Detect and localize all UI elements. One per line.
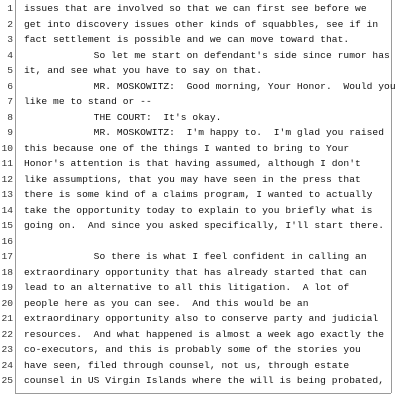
line-text: going on. And since you asked specifically, I'll start there.	[24, 220, 385, 231]
bottom-margin-rule	[15, 393, 391, 394]
line-text: co-executors, and this is probably some of the stories you	[24, 344, 361, 355]
line-text: there is some kind of a claims program, I wanted to actually	[24, 189, 373, 200]
transcript-line	[0, 79, 400, 95]
line-text: THE COURT: It's okay.	[24, 111, 222, 123]
transcript-line	[0, 110, 400, 126]
line-number: 20	[1, 297, 13, 309]
line-number: 13	[1, 189, 13, 200]
line-text: counsel in US Virgin Islands where the will is being probated,	[24, 375, 385, 386]
line-text: like me to stand or --	[24, 96, 152, 107]
line-number: 25	[1, 375, 13, 386]
line-number: 14	[1, 204, 13, 216]
transcript-line	[0, 373, 400, 389]
line-text: So let me start on defendant's side since rumor has	[24, 49, 390, 61]
transcript-line	[0, 172, 400, 188]
transcript-line	[0, 358, 400, 374]
line-number: 12	[1, 173, 13, 185]
line-text: MR. MOSKOWITZ: Good morning, Your Honor. Would you	[24, 80, 396, 92]
transcript-line	[0, 296, 400, 312]
transcript-line	[0, 218, 400, 234]
line-number: 22	[1, 328, 13, 340]
line-text: take the opportunity today to explain to you briefly what is	[24, 204, 373, 216]
transcript-line	[0, 17, 400, 33]
line-number: 10	[1, 142, 13, 154]
transcript-line	[0, 234, 400, 250]
transcript-line	[0, 32, 400, 48]
line-text: fact settlement is possible and we can move toward that.	[24, 34, 350, 45]
line-number: 9	[7, 127, 13, 138]
line-text: have seen, filed through counsel, not us, through estate	[24, 359, 350, 371]
line-number: 6	[7, 80, 13, 92]
transcript-line	[0, 249, 400, 265]
transcript-line	[0, 141, 400, 157]
line-text: resources. And what happened is almost a week ago exactly the	[24, 328, 385, 340]
transcript-line	[0, 125, 400, 141]
transcript-line	[0, 342, 400, 358]
transcript-lines	[0, 1, 400, 389]
line-number: 15	[1, 220, 13, 231]
line-number: 16	[1, 235, 13, 247]
transcript-line	[0, 265, 400, 281]
line-text: Honor's attention is that having assumed, although I don't	[24, 158, 361, 169]
transcript-line	[0, 327, 400, 343]
transcript-line	[0, 280, 400, 296]
line-text: this because one of the things I wanted to bring to Your	[24, 142, 350, 154]
line-text: like assumptions, that you may have seen in the press that	[24, 173, 361, 185]
line-number: 11	[1, 158, 13, 169]
transcript-line	[0, 187, 400, 203]
line-text: get into discovery issues other kinds of squabbles, see if in	[24, 18, 379, 30]
line-number: 18	[1, 266, 13, 278]
transcript-line	[0, 203, 400, 219]
line-text: extraordinary opportunity also to conserve party and judicial	[24, 313, 379, 324]
line-text: extraordinary opportunity that has already started that can	[24, 266, 367, 278]
transcript-line	[0, 48, 400, 64]
line-number: 21	[1, 313, 13, 324]
line-number: 3	[7, 34, 13, 45]
line-number: 7	[7, 96, 13, 107]
transcript-line	[0, 156, 400, 172]
transcript-line	[0, 94, 400, 110]
line-number: 2	[7, 18, 13, 30]
line-text: lead to an alternative to all this litigation. A lot of	[24, 282, 350, 293]
line-text: So there is what I feel confident in calling an	[24, 251, 367, 262]
transcript-line	[0, 311, 400, 327]
line-number: 19	[1, 282, 13, 293]
line-number: 17	[1, 251, 13, 262]
line-number: 5	[7, 65, 13, 76]
line-number: 23	[1, 344, 13, 355]
line-text: issues that are involved so that we can first see before we	[24, 3, 367, 14]
line-number: 24	[1, 359, 13, 371]
line-number: 8	[7, 111, 13, 123]
line-number: 1	[7, 3, 13, 14]
line-text: it, and see what you have to say on that.	[24, 65, 263, 76]
line-number: 4	[7, 49, 13, 61]
line-text: people here as you can see. And this would be an	[24, 297, 309, 309]
line-text: MR. MOSKOWITZ: I'm happy to. I'm glad you raised	[24, 127, 385, 138]
transcript-line	[0, 63, 400, 79]
transcript-line	[0, 1, 400, 17]
